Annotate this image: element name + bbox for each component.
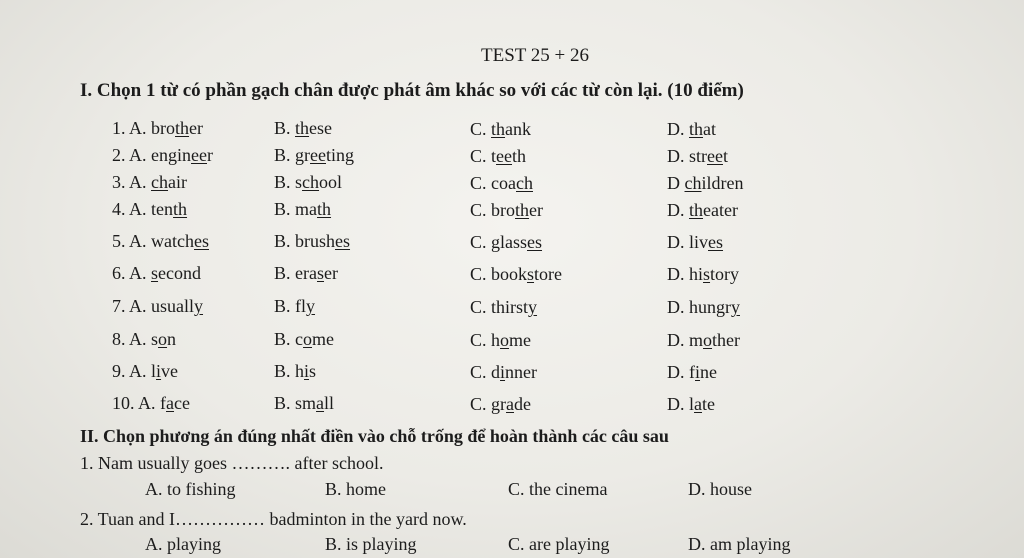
answer-option: [112, 296, 203, 317]
word-part: ese: [309, 118, 333, 138]
word-part: th: [512, 146, 527, 166]
answer-option: D. house: [688, 479, 752, 499]
word-part: ank: [505, 119, 532, 139]
option-letter: B.: [274, 296, 296, 316]
word-part: h: [295, 361, 305, 381]
section-2-heading: II. Chọn phương án đúng nhất điền vào chỗ trống để hoàn thành các câu sau: [80, 426, 669, 446]
answer-option: B. is playing: [325, 534, 417, 554]
answer-option: [112, 199, 187, 220]
word-part: ildren: [701, 173, 744, 193]
answer-option: [274, 296, 315, 317]
answer-option: [667, 297, 740, 318]
answer-option: [112, 329, 176, 350]
option-letter: B.: [274, 118, 296, 138]
option-letter: B.: [274, 361, 296, 381]
word-part: air: [168, 172, 187, 192]
underlined-part: i: [695, 362, 701, 382]
option-letter: B.: [274, 329, 296, 349]
answer-option: [470, 394, 531, 415]
question-number: 2. A.: [112, 145, 152, 165]
answer-option: [667, 146, 728, 167]
answer-option: [112, 263, 201, 284]
underlined-part: ee: [707, 146, 723, 166]
underlined-part: th: [689, 119, 704, 139]
question-number: 1. A.: [112, 118, 152, 138]
question-text: 1. Nam usually goes ………. after school.: [80, 453, 384, 473]
option-letter: C.: [470, 119, 492, 139]
word-part: ten: [151, 199, 174, 219]
answer-option: [667, 264, 739, 285]
word-part: l: [151, 361, 157, 381]
answer-option: [112, 231, 209, 252]
word-part: glass: [491, 232, 528, 252]
word-part: ting: [326, 145, 355, 165]
option-letter: C.: [470, 362, 492, 382]
answer-option: [112, 393, 190, 414]
underlined-part: i: [304, 361, 310, 381]
underlined-part: o: [303, 329, 313, 349]
underlined-part: o: [500, 330, 510, 350]
underlined-part: y: [731, 297, 740, 317]
answer-option: [470, 119, 531, 140]
underlined-part: es: [708, 232, 724, 252]
option-letter: C.: [470, 330, 492, 350]
answer-option: C. are playing: [508, 534, 610, 554]
section-1-heading: I. Chọn 1 từ có phần gạch chân được phát âm khác so với các từ còn lại. (10 điểm): [80, 80, 744, 101]
underlined-part: es: [194, 231, 209, 251]
answer-option: [470, 200, 543, 221]
word-part: hi: [689, 264, 704, 284]
underlined-part: th: [295, 118, 310, 138]
word-part: r: [207, 145, 213, 165]
underlined-part: o: [703, 330, 713, 350]
word-part: t: [491, 146, 497, 166]
answer-option: [274, 199, 331, 220]
answer-option: [667, 232, 723, 253]
answer-option: [274, 393, 334, 414]
underlined-part: es: [335, 231, 351, 251]
word-part: at: [703, 119, 717, 139]
word-part: ll: [324, 393, 335, 413]
underlined-part: ch: [684, 173, 702, 193]
word-part: gr: [295, 145, 311, 165]
underlined-part: es: [527, 232, 543, 252]
option-letter: D.: [667, 330, 689, 350]
answer-option: [667, 200, 738, 221]
underlined-part: i: [500, 362, 506, 382]
option-letter: B.: [274, 145, 296, 165]
word-part: gr: [491, 394, 507, 414]
test-title: TEST 25 + 26: [480, 45, 589, 66]
underlined-part: ch: [151, 172, 169, 192]
word-part: d: [491, 362, 501, 382]
word-part: liv: [689, 232, 709, 252]
option-letter: C.: [470, 232, 492, 252]
answer-option: D. am playing: [688, 534, 791, 554]
word-part: bro: [151, 118, 176, 138]
question-number: 10. A.: [112, 393, 161, 413]
question-number: 8. A.: [112, 329, 152, 349]
option-letter: C.: [470, 173, 492, 193]
word-part: me: [312, 329, 335, 349]
word-part: ool: [319, 172, 343, 192]
word-part: brush: [295, 231, 336, 251]
answer-option: [667, 330, 740, 351]
underlined-part: th: [491, 119, 506, 139]
answer-option: [470, 264, 562, 285]
option-letter: D.: [667, 146, 689, 166]
underlined-part: th: [689, 200, 704, 220]
question-text: 2. Tuan and I…………… badminton in the yard now.: [80, 509, 467, 529]
underlined-part: ch: [302, 172, 320, 192]
word-part: te: [702, 394, 716, 414]
option-letter: D.: [667, 362, 689, 382]
answer-option: [274, 172, 342, 193]
word-part: thirst: [491, 297, 529, 317]
word-part: t: [722, 146, 728, 166]
answer-option: [667, 119, 716, 140]
underlined-part: a: [166, 393, 175, 413]
underlined-part: a: [316, 393, 325, 413]
answer-option: [274, 361, 316, 382]
underlined-part: th: [317, 199, 332, 219]
word-part: h: [491, 330, 501, 350]
underlined-part: a: [506, 394, 515, 414]
word-part: nner: [505, 362, 538, 382]
answer-option: C. the cinema: [508, 479, 608, 499]
question-number: 6. A.: [112, 263, 152, 283]
underlined-part: ch: [516, 173, 533, 193]
option-letter: B.: [274, 393, 296, 413]
underlined-part: th: [515, 200, 530, 220]
word-part: usuall: [151, 296, 195, 316]
answer-option: [274, 231, 350, 252]
word-part: fl: [295, 296, 307, 316]
word-part: eater: [703, 200, 738, 220]
question-number: 7. A.: [112, 296, 152, 316]
underlined-part: y: [528, 297, 538, 317]
option-letter: C.: [470, 264, 492, 284]
question-number: 9. A.: [112, 361, 152, 381]
answer-option: [274, 145, 354, 166]
answer-option: [667, 173, 744, 194]
answer-option: B. home: [325, 479, 386, 499]
question-number: 5. A.: [112, 231, 152, 251]
underlined-part: i: [156, 361, 162, 381]
word-part: s: [295, 172, 303, 192]
word-part: ve: [161, 361, 179, 381]
answer-option: [112, 145, 213, 166]
question-number: 4. A.: [112, 199, 152, 219]
word-part: er: [189, 118, 204, 138]
option-letter: D.: [667, 232, 689, 252]
answer-option: [470, 330, 531, 351]
answer-option: [470, 146, 526, 167]
word-part: watch: [151, 231, 194, 251]
answer-option: [274, 263, 338, 284]
answer-option: [667, 394, 715, 415]
answer-option: A. playing: [145, 534, 221, 554]
answer-option: [667, 362, 717, 383]
word-part: n: [167, 329, 177, 349]
option-letter: B.: [274, 231, 296, 251]
option-letter: B.: [274, 263, 296, 283]
underlined-part: a: [694, 394, 703, 414]
underlined-part: s: [151, 263, 159, 283]
answer-option: [112, 361, 178, 382]
answer-option: [470, 297, 537, 318]
answer-option: [274, 329, 334, 350]
option-letter: D.: [667, 264, 689, 284]
option-letter: D.: [667, 297, 689, 317]
word-part: l: [689, 394, 695, 414]
option-letter: D.: [667, 200, 689, 220]
word-part: book: [491, 264, 528, 284]
option-letter: D.: [667, 119, 689, 139]
word-part: f: [160, 393, 167, 413]
word-part: er: [529, 200, 544, 220]
word-part: ma: [295, 199, 318, 219]
option-letter: C.: [470, 297, 492, 317]
word-part: s: [309, 361, 317, 381]
option-letter: C.: [470, 146, 492, 166]
word-part: engin: [151, 145, 192, 165]
word-part: ce: [174, 393, 190, 413]
underlined-part: y: [306, 296, 316, 316]
answer-option: [274, 118, 332, 139]
answer-option: [470, 362, 537, 383]
word-part: hungr: [689, 297, 731, 317]
word-part: str: [689, 146, 707, 166]
question-number: 3. A.: [112, 172, 152, 192]
word-part: ne: [700, 362, 718, 382]
word-part: bro: [491, 200, 516, 220]
underlined-part: s: [527, 264, 535, 284]
word-part: f: [689, 362, 695, 382]
word-part: s: [151, 329, 159, 349]
answer-option: [470, 173, 533, 194]
word-part: tore: [534, 264, 563, 284]
option-letter: D.: [667, 394, 689, 414]
word-part: me: [509, 330, 532, 350]
word-part: ther: [712, 330, 740, 350]
word-part: econd: [158, 263, 202, 283]
word-part: m: [689, 330, 704, 350]
underlined-part: y: [194, 296, 204, 316]
option-letter: C.: [470, 394, 492, 414]
option-letter: C.: [470, 200, 492, 220]
word-part: de: [514, 394, 532, 414]
underlined-part: o: [158, 329, 168, 349]
option-letter: D: [667, 173, 685, 193]
underlined-part: s: [703, 264, 711, 284]
answer-option: [112, 118, 203, 139]
underlined-part: s: [317, 263, 325, 283]
underlined-part: th: [175, 118, 190, 138]
answer-option: [470, 232, 542, 253]
underlined-part: ee: [191, 145, 207, 165]
answer-option: A. to fishing: [145, 479, 236, 499]
word-part: c: [295, 329, 304, 349]
word-part: tory: [710, 264, 740, 284]
word-part: era: [295, 263, 317, 283]
word-part: coa: [491, 173, 516, 193]
underlined-part: ee: [496, 146, 513, 166]
underlined-part: ee: [310, 145, 326, 165]
word-part: sm: [295, 393, 317, 413]
underlined-part: th: [173, 199, 188, 219]
option-letter: B.: [274, 172, 296, 192]
word-part: er: [324, 263, 338, 283]
option-letter: B.: [274, 199, 296, 219]
answer-option: [112, 172, 187, 193]
